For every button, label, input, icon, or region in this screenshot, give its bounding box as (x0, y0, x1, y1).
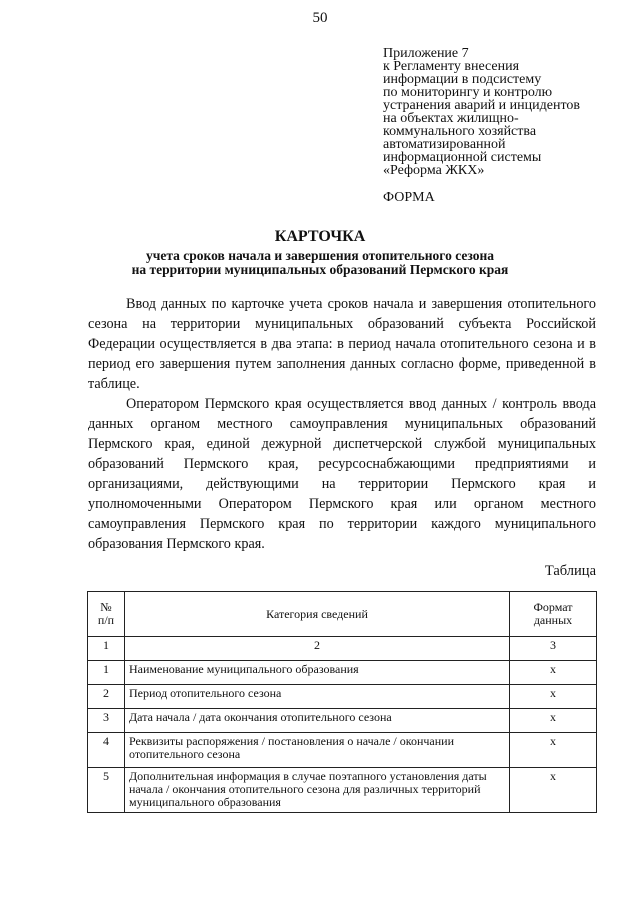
paragraph: Оператором Пермского края осуществляется ввод данных / контроль ввода данных органом местного самоуправления муниципальных образований Пермского края, единой дежурной диспетчерской службой муниципальных образований Пермского края, ресурсоснабжающими предприятиями и организациями, действующими на территории Пермского края и уполномоченными Оператором Пермского края или органом местного самоуправления Пермского края по территории каждого муниципального образования Пермского края. (88, 396, 596, 552)
row-format: x (510, 709, 597, 733)
table-row (88, 768, 597, 813)
row-num: 5 (88, 768, 125, 813)
annex-line: устранения аварий и инцидентов (383, 98, 581, 113)
row-format: x (510, 768, 597, 813)
column-number-row (88, 637, 597, 661)
column-number: 2 (125, 637, 510, 661)
table-header-row (88, 592, 597, 637)
row-category: Дата начала / дата окончания отопительного сезона (125, 709, 510, 733)
row-format: x (510, 661, 597, 685)
annex-line: «Реформа ЖКХ» (383, 163, 485, 178)
data-table (87, 591, 597, 813)
annex-line: автоматизированной (383, 137, 506, 152)
annex-line: информации в подсистему (383, 72, 542, 87)
header-format-line: данных (533, 613, 573, 627)
card-subtitle-line: на территории муниципальных образований Пермского края (131, 262, 509, 277)
table-row (88, 661, 597, 685)
annex-line: коммунального хозяйства (383, 124, 537, 139)
table-caption: Таблица (544, 563, 596, 579)
row-num: 2 (88, 685, 125, 709)
column-number: 3 (510, 637, 597, 661)
header-format (510, 592, 597, 637)
table-row (88, 709, 597, 733)
row-category: Дополнительная информация в случае поэтапного установления даты начала / окончания отопительного сезона для различных территорий муниципального образования (125, 768, 510, 813)
annex-line: информационной системы (383, 150, 542, 165)
row-category: Наименование муниципального образования (125, 661, 510, 685)
row-format: x (510, 733, 597, 768)
card-title: КАРТОЧКА (274, 228, 366, 245)
page-number: 50 (312, 10, 328, 26)
annex-line: по мониторингу и контролю (383, 85, 553, 100)
header-num-line: № (100, 600, 112, 614)
table-row (88, 733, 597, 768)
header-format-line: Формат (533, 600, 573, 614)
header-num-line: п/п (97, 613, 115, 627)
header-num (88, 592, 125, 637)
body-text (88, 294, 596, 554)
annex-line: на объектах жилищно- (383, 111, 519, 126)
header-category: Категория сведений (125, 592, 510, 637)
row-num: 3 (88, 709, 125, 733)
annex-block (383, 47, 618, 177)
row-num: 4 (88, 733, 125, 768)
row-category: Период отопительного сезона (125, 685, 510, 709)
card-subtitle-line: учета сроков начала и завершения отопительного сезона (145, 248, 494, 263)
row-category: Реквизиты распоряжения / постановления о начале / окончании отопительного сезона (125, 733, 510, 768)
column-number: 1 (88, 637, 125, 661)
row-format: x (510, 685, 597, 709)
annex-line: к Регламенту внесения (383, 59, 520, 74)
card-subtitle (0, 249, 640, 277)
form-label: ФОРМА (383, 190, 435, 205)
annex-line: Приложение 7 (383, 46, 469, 61)
table-row (88, 685, 597, 709)
row-num: 1 (88, 661, 125, 685)
paragraph: Ввод данных по карточке учета сроков начала и завершения отопительного сезона на территории муниципальных образований субъекта Российской Федерации осуществляется в два этапа: в период начала отопительного сезона и в период его завершения путем заполнения данных согласно форме, приведенной в таблице. (88, 296, 596, 392)
